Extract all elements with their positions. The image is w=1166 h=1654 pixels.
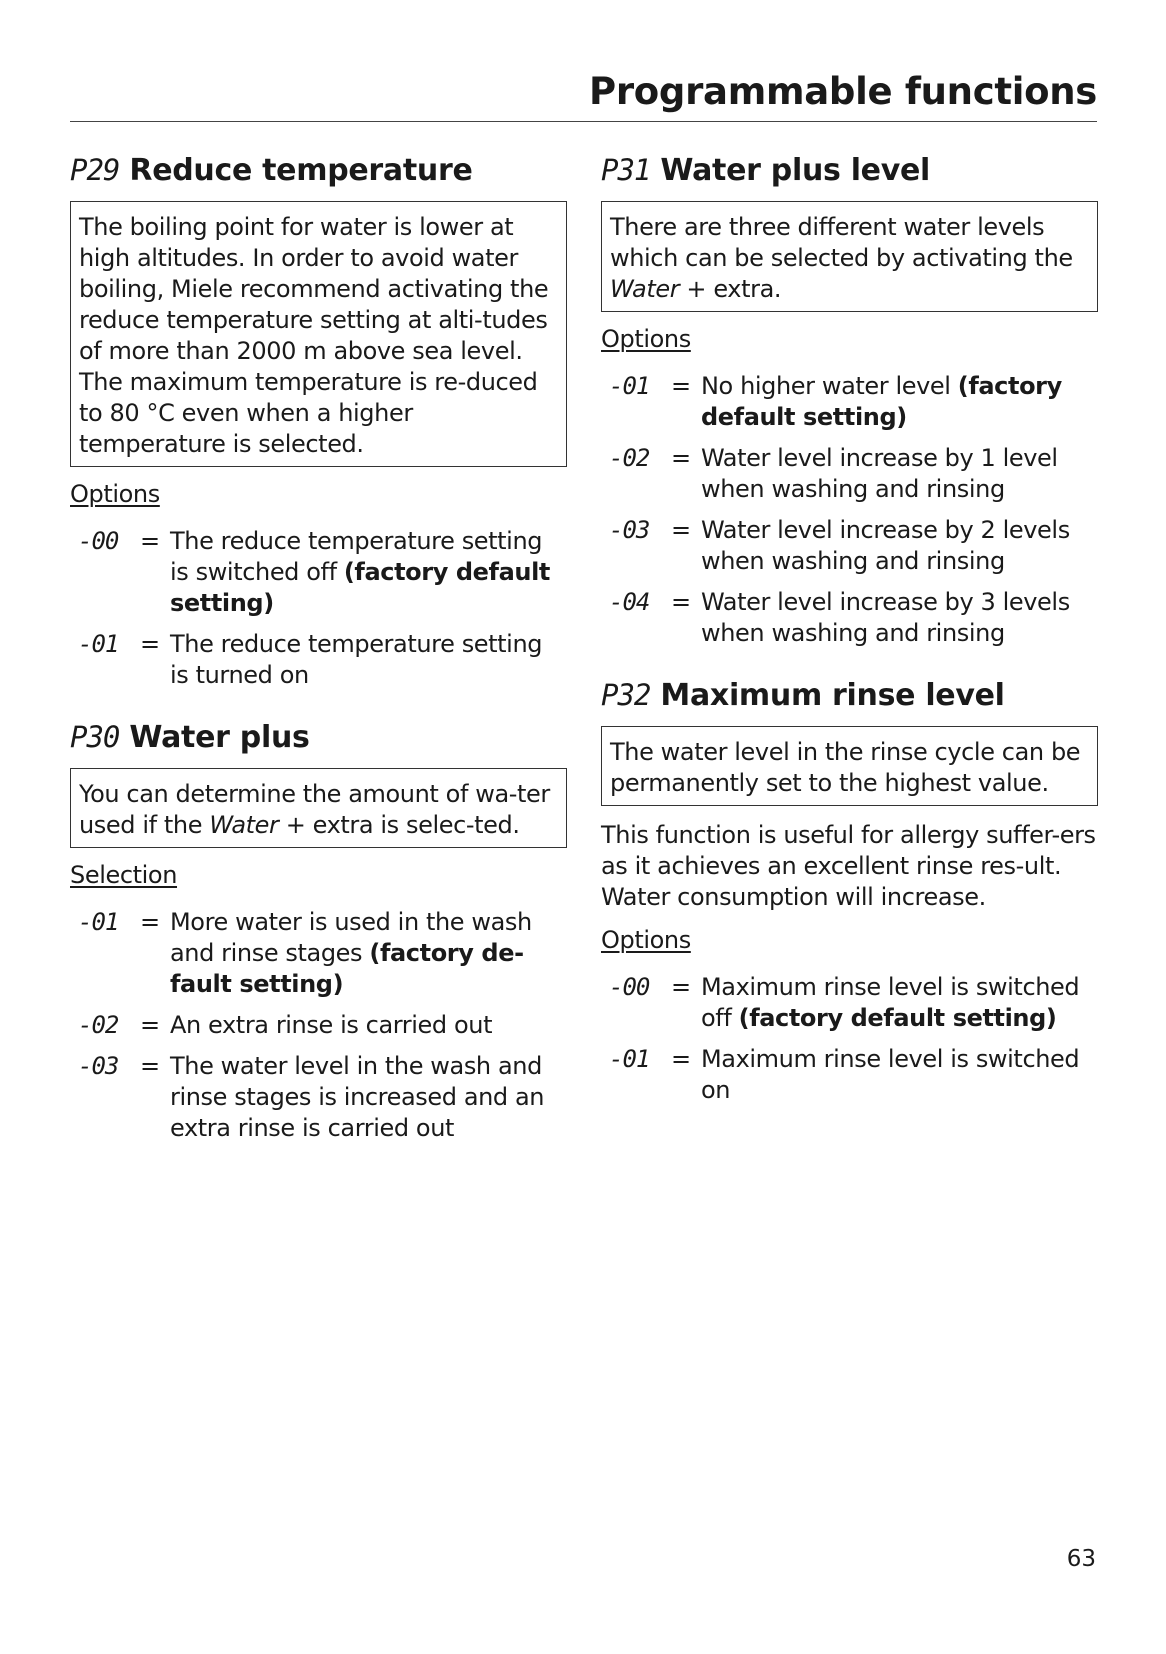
notice-text-end: extra. bbox=[706, 275, 782, 303]
option-default-note: (factory de-fault setting) bbox=[170, 939, 524, 998]
option-equals: = bbox=[140, 527, 160, 555]
option-code: -01 bbox=[609, 1045, 650, 1073]
section-heading-p32: Maximum rinse level bbox=[660, 678, 1005, 713]
right-column bbox=[601, 150, 1098, 1116]
option-code: -00 bbox=[609, 973, 650, 1001]
page-number: 63 bbox=[1066, 1546, 1096, 1572]
options-list-p31 bbox=[601, 371, 1098, 649]
option-text: An extra rinse is carried out bbox=[170, 1011, 493, 1039]
option-code: -01 bbox=[78, 908, 119, 936]
options-list-p32 bbox=[601, 972, 1098, 1106]
option-description bbox=[170, 1051, 567, 1144]
notice-box-p30 bbox=[70, 768, 567, 848]
option-equals: = bbox=[140, 630, 160, 658]
option-default-note: (factory default setting) bbox=[701, 372, 1062, 431]
option-text: Water level increase by 1 level when washing and rinsing bbox=[701, 444, 1058, 503]
options-label-p31: Options bbox=[601, 325, 691, 353]
option-code: -01 bbox=[609, 372, 650, 400]
option-description bbox=[170, 1010, 567, 1041]
section-title-p32 bbox=[601, 675, 1098, 716]
section-p32 bbox=[601, 675, 1098, 1106]
options-list-p30 bbox=[70, 907, 567, 1144]
option-equals: = bbox=[671, 1045, 691, 1073]
page-title: Programmable functions bbox=[589, 70, 1097, 113]
option-row bbox=[601, 587, 1098, 649]
option-row bbox=[601, 515, 1098, 577]
notice-text-end: extra is selec-ted. bbox=[305, 811, 520, 839]
header-divider bbox=[70, 121, 1097, 122]
option-equals: = bbox=[140, 908, 160, 936]
option-row bbox=[601, 371, 1098, 433]
option-description bbox=[701, 371, 1098, 433]
section-p29 bbox=[70, 150, 567, 691]
option-text: More water is used in the wash and rinse stages bbox=[170, 908, 532, 967]
option-row bbox=[70, 1051, 567, 1144]
section-code-p29: P29 bbox=[70, 153, 120, 187]
option-row bbox=[601, 443, 1098, 505]
body-text-p32: This function is useful for allergy suffer-ers as it achieves an excellent rinse res-ult. Water consumption will increase. bbox=[601, 821, 1096, 911]
option-equals: = bbox=[671, 516, 691, 544]
option-row bbox=[601, 1044, 1098, 1106]
options-list-p29 bbox=[70, 526, 567, 691]
notice-box-p31 bbox=[601, 201, 1098, 312]
option-description bbox=[170, 526, 567, 619]
section-code-p30: P30 bbox=[70, 720, 120, 754]
notice-text: There are three different water levels which can be selected by activating the bbox=[610, 213, 1073, 272]
option-row bbox=[601, 972, 1098, 1034]
section-p30 bbox=[70, 717, 567, 1144]
option-description bbox=[701, 587, 1098, 649]
option-code: -01 bbox=[78, 630, 119, 658]
option-equals: = bbox=[140, 1011, 160, 1039]
section-code-p32: P32 bbox=[601, 678, 651, 712]
section-heading-p29: Reduce temperature bbox=[129, 153, 473, 188]
option-row bbox=[70, 526, 567, 619]
notice-box-p29: The boiling point for water is lower at high altitudes. In order to avoid water boiling, Miele recommend activating the reduce temperature setting at alti-tudes of more than 2000 m above sea level. The maximum temperature is re-duced to 80 °C even when a higher temperature is selected. bbox=[70, 201, 567, 467]
option-code: -02 bbox=[609, 444, 650, 472]
option-description bbox=[170, 629, 567, 691]
option-text: No higher water level bbox=[701, 372, 958, 400]
section-p31 bbox=[601, 150, 1098, 649]
option-text: The reduce temperature setting is turned on bbox=[170, 630, 543, 689]
section-title-p30 bbox=[70, 717, 567, 758]
section-heading-p31: Water plus level bbox=[660, 153, 931, 188]
section-title-p29 bbox=[70, 150, 567, 191]
option-description bbox=[701, 443, 1098, 505]
section-heading-p30: Water plus bbox=[129, 720, 310, 755]
option-row bbox=[70, 907, 567, 1000]
section-title-p31 bbox=[601, 150, 1098, 191]
option-text: Water level increase by 3 levels when washing and rinsing bbox=[701, 588, 1070, 647]
option-row bbox=[70, 1010, 567, 1041]
option-code: -00 bbox=[78, 527, 119, 555]
option-equals: = bbox=[671, 588, 691, 616]
option-default-note: (factory default setting) bbox=[170, 558, 550, 617]
option-description bbox=[701, 972, 1098, 1034]
option-code: -02 bbox=[78, 1011, 119, 1039]
option-description bbox=[701, 515, 1098, 577]
selection-label-p30: Selection bbox=[70, 861, 178, 889]
option-text: Water level increase by 2 levels when washing and rinsing bbox=[701, 516, 1070, 575]
option-code: -03 bbox=[609, 516, 650, 544]
option-equals: = bbox=[671, 372, 691, 400]
notice-emphasis: Water + bbox=[610, 275, 707, 303]
option-default-note: (factory default setting) bbox=[738, 1004, 1057, 1032]
option-code: -04 bbox=[609, 588, 650, 616]
option-row bbox=[70, 629, 567, 691]
section-code-p31: P31 bbox=[601, 153, 651, 187]
notice-box-p32: The water level in the rinse cycle can be permanently set to the highest value. bbox=[601, 726, 1098, 806]
options-label-p32: Options bbox=[601, 926, 691, 954]
option-description bbox=[170, 907, 567, 1000]
option-text: The water level in the wash and rinse stages is increased and an extra rinse is carried out bbox=[170, 1052, 545, 1142]
notice-text: You can determine the amount of wa-ter used if the bbox=[79, 780, 550, 839]
option-code: -03 bbox=[78, 1052, 119, 1080]
option-text: Maximum rinse level is switched on bbox=[701, 1045, 1080, 1104]
option-equals: = bbox=[140, 1052, 160, 1080]
notice-emphasis: Water + bbox=[209, 811, 306, 839]
option-description bbox=[701, 1044, 1098, 1106]
option-equals: = bbox=[671, 444, 691, 472]
left-column bbox=[70, 150, 567, 1154]
option-text: Maximum rinse level is switched off bbox=[701, 973, 1080, 1032]
option-equals: = bbox=[671, 973, 691, 1001]
option-text: The reduce temperature setting is switched off bbox=[170, 527, 543, 586]
options-label-p29: Options bbox=[70, 480, 160, 508]
